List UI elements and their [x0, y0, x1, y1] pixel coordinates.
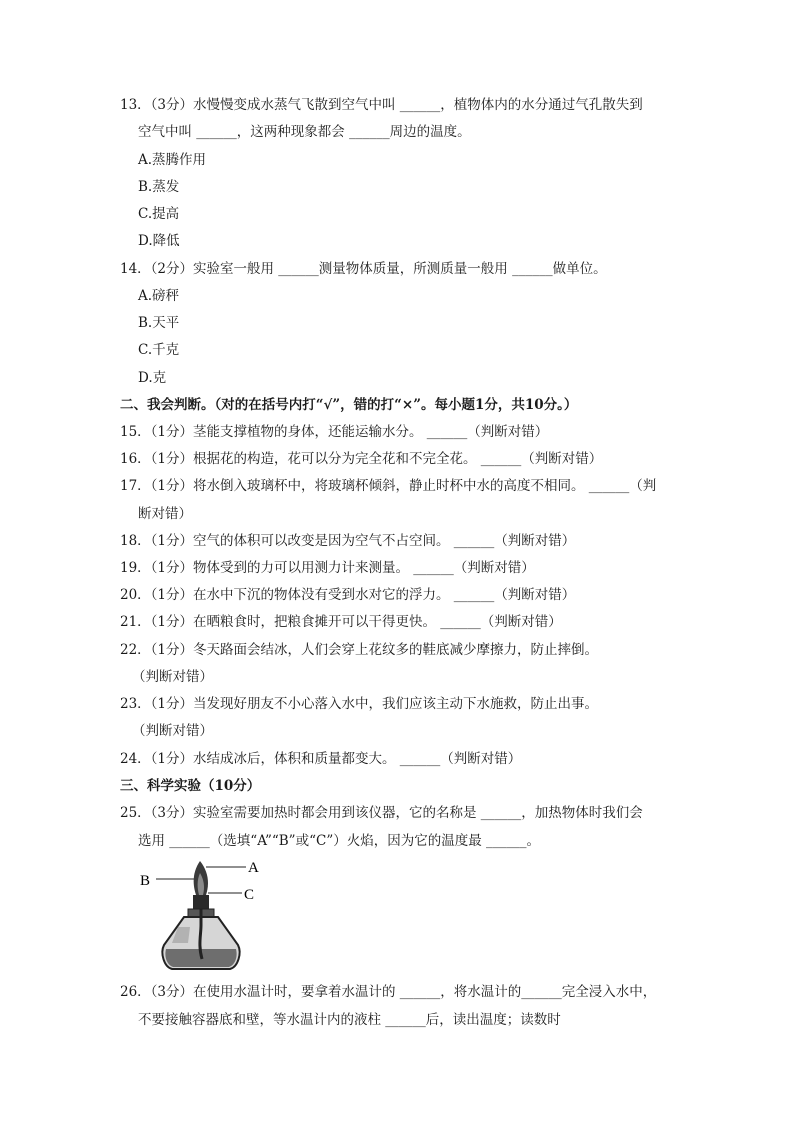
q14-option-d: D.克 — [138, 370, 167, 386]
wick — [200, 909, 202, 959]
q25-line2: 选用 ______（选填“A”“B”或“C”）火焰，因为它的温度最 ______。 — [138, 833, 541, 849]
q22-line2: （判断对错） — [132, 669, 213, 685]
q17-line2: 断对错） — [138, 506, 192, 522]
q26-line1: 26．（3分）在使用水温计时，要拿着水温计的 ______，将水温计的______完全浸入水中， — [120, 984, 657, 1000]
q25-line1: 25．（3分）实验室需要加热时都会用到该仪器，它的名称是 ______，加热物体时我们会 — [120, 805, 643, 821]
q13-option-c: C.提高 — [138, 206, 180, 222]
q23-line2: （判断对错） — [132, 723, 213, 739]
label-a: A — [248, 860, 259, 876]
q23-line1: 23．（1分）当发现好朋友不小心落入水中，我们应该主动下水施救，防止出事。 — [120, 696, 599, 712]
label-b: B — [140, 873, 151, 889]
q26-line2: 不要接触容器底和壁，等水温计内的液柱 ______后，读出温度；读数时 — [138, 1012, 561, 1028]
q16: 16．（1分）根据花的构造，花可以分为完全花和不完全花。 ______（判断对错） — [120, 451, 603, 467]
alcohol-lamp-figure — [138, 855, 268, 975]
wick-holder — [193, 895, 209, 909]
q14-option-b: B.天平 — [138, 315, 180, 331]
q22-line1: 22．（1分）冬天路面会结冰，人们会穿上花纹多的鞋底减少摩擦力，防止摔倒。 — [120, 642, 599, 658]
q14-option-c: C.千克 — [138, 342, 180, 358]
q13-option-b: B.蒸发 — [138, 179, 180, 195]
label-c: C — [244, 887, 255, 903]
q19: 19．（1分）物体受到的力可以用测力计来测量。 ______（判断对错） — [120, 560, 535, 576]
section-2-heading: 二、我会判断。（对的在括号内打“√”，错的打“×”。每小题1分，共10分。） — [120, 397, 578, 413]
q14-option-a: A.磅秤 — [138, 288, 180, 304]
q13-option-d: D.降低 — [138, 233, 180, 249]
q18: 18．（1分）空气的体积可以改变是因为空气不占空间。 ______（判断对错） — [120, 533, 576, 549]
q15: 15．（1分）茎能支撑植物的身体，还能运输水分。 ______（判断对错） — [120, 424, 549, 440]
q14-line1: 14．（2分）实验室一般用 ______测量物体质量，所测质量一般用 ______做单位。 — [120, 261, 607, 277]
section-3-heading: 三、科学实验（10分） — [120, 778, 261, 794]
q24: 24．（1分）水结成冰后，体积和质量都变大。 ______（判断对错） — [120, 751, 522, 767]
q13-line2: 空气中叫 ______，这两种现象都会 ______周边的温度。 — [138, 124, 471, 140]
q13-line1: 13．（3分）水慢慢变成水蒸气飞散到空气中叫 ______，植物体内的水分通过气孔散失到 — [120, 97, 643, 113]
q17-line1: 17．（1分）将水倒入玻璃杯中，将玻璃杯倾斜，静止时杯中水的高度不相同。 ______（判 — [120, 478, 657, 494]
q20: 20．（1分）在水中下沉的物体没有受到水对它的浮力。 ______（判断对错） — [120, 587, 576, 603]
q21: 21．（1分）在晒粮食时，把粮食摊开可以干得更快。 ______（判断对错） — [120, 614, 562, 630]
q13-option-a: A.蒸腾作用 — [138, 152, 207, 168]
